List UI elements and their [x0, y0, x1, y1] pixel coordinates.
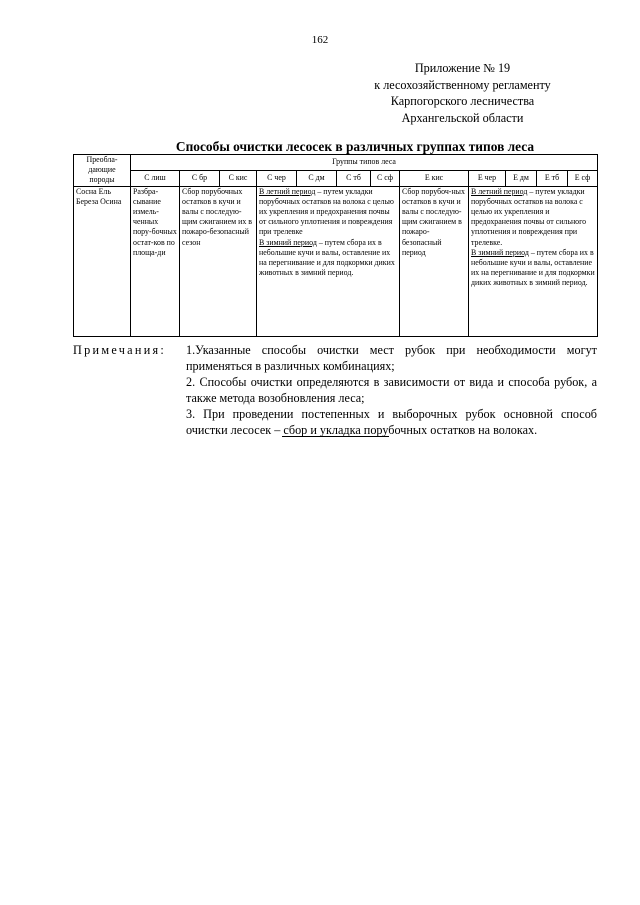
col-header-forest-groups: Группы типов леса: [131, 155, 598, 171]
method-c-br-kis: Сбор порубочных остатков в кучи и валы с последую-щим сжиганием их в пожаро-безопасный сезон: [180, 186, 257, 336]
method-c-seasonal: [257, 186, 400, 336]
appendix-line-1: Приложение № 19: [414, 61, 511, 75]
table-header-row-2: [74, 170, 598, 186]
appendix-line-2: к лесохозяйственному регламенту: [374, 77, 551, 92]
winter-text: – путем сбора их в небольшие кучи и валы, оставление их на перегнивание и для подкормки диких животных в зимний период.: [259, 237, 395, 278]
method-e-kis: Сбор порубоч-ных остатков в кучи и валы с последую-щим сжиганием в пожаро-безопасный период: [400, 186, 469, 336]
note-item-1: 1.Указанные способы очистки мест рубок при необходимости могут применяться в различных комбинациях;: [186, 343, 597, 374]
type-header: С чер: [257, 170, 297, 186]
type-header: С лиш: [131, 170, 180, 186]
method-c-lish: Разбра-сывание измель-ченных пору-бочных остат-ков по площа-ди: [131, 186, 180, 336]
type-header: С кис: [220, 170, 257, 186]
e-summer-text: – путем укладки порубочных остатков на волока с целью их укрепления и предохранения почвы от сильного уплотнения и повреждения при трелевке.: [471, 186, 587, 247]
document-title: Способы очистки лесосек в различных группах типов леса: [175, 139, 535, 154]
col-header-species: Преобла-дающие породы: [74, 155, 131, 187]
end-divider: [282, 436, 389, 437]
e-winter-label: В зимний период: [471, 247, 529, 257]
appendix-line-3: Карпогорского лесничества: [390, 94, 535, 108]
page-number: 162: [311, 34, 329, 46]
e-winter-text: – путем сбора их в небольшие кучи и валы, оставление их на перегнивание и для подкормки диких животных в зимний период.: [471, 247, 595, 288]
summer-label: В летний период: [259, 186, 316, 196]
type-header: Е тб: [537, 170, 568, 186]
type-header: Е дм: [506, 170, 537, 186]
cleaning-methods-table: [73, 154, 598, 337]
note-item-3: 3. При проведении постепенных и выборочных рубок основной способ очистки лесосек – сбор и укладка порубочных остатков на волоках.: [186, 407, 597, 438]
appendix-header: [350, 60, 575, 126]
winter-label: В зимний период: [259, 237, 317, 247]
appendix-line-4: Архангельской области: [401, 110, 524, 125]
type-header: Е кис: [400, 170, 469, 186]
type-header: С дм: [297, 170, 337, 186]
e-summer-label: В летний период: [471, 186, 528, 196]
note-item-2: 2. Способы очистки определяются в зависимости от вида и способа рубок, а также метода возобновления леса;: [186, 375, 597, 406]
table-row: [74, 186, 598, 336]
type-header: С сф: [371, 170, 400, 186]
method-e-seasonal: [469, 186, 598, 336]
species-cell: Сосна Ель Береза Осина: [74, 186, 131, 336]
type-header: С бр: [180, 170, 220, 186]
notes-label: Примечания:: [73, 343, 167, 357]
summer-text: – путем укладки порубочных остатков на волока с целью их укрепления и предохранения почвы от сильного уплотнения и повреждения при трелевке: [259, 186, 394, 237]
table-header-row-1: [74, 155, 598, 171]
type-header: Е сф: [568, 170, 598, 186]
type-header: Е чер: [469, 170, 506, 186]
type-header: С тб: [337, 170, 371, 186]
